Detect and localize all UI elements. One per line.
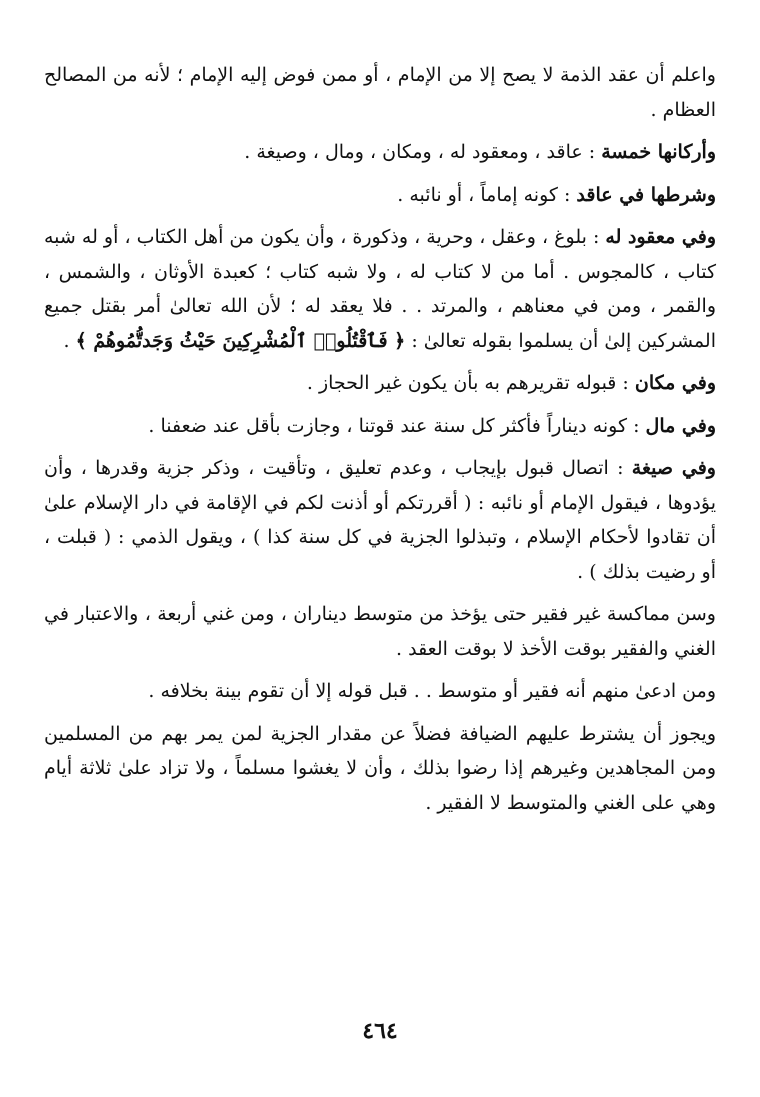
paragraph-text: واعلم أن عقد الذمة لا يصح إلا من الإمام ، أو ممن فوض إليه الإمام ؛ لأنه من المصالح العظام .	[44, 64, 716, 121]
paragraph-heading: وفي معقود له	[605, 226, 716, 248]
paragraph-heading: وفي صيغة	[631, 457, 716, 479]
paragraph-heading: وشرطها في عاقد	[576, 183, 716, 206]
paragraph-text: : قبوله تقريرهم به بأن يكون غير الحجاز .	[306, 372, 635, 394]
paragraph-tail: .	[63, 329, 76, 352]
paragraph-claim	[44, 674, 716, 709]
paragraph-text: : اتصال قبول بإيجاب ، وعدم تعليق ، وتأقيت ، وذكر جزية وقدرها ، وأن يؤدوها ، فيقول الإمام أو نائبه : ( أقررتكم أو أذنت لكم في الإقامة في دار الإسلام علىٰ أن تقادوا لأحكام الإسلام ، وتبذلوا الجزية في كل سنة كذا ) ، ويقول الذمي : ( قبلت ، أو رضيت بذلك ) .	[44, 457, 716, 583]
paragraph-heading: وفي مكان	[634, 372, 716, 394]
paragraph-hospitality	[44, 717, 716, 821]
quran-quote: ﴿ فَٱقْتُلُوا۟ ٱلْمُشْرِكِينَ حَيْثُ وَجَدتُّمُوهُمْ ﴾	[75, 329, 406, 352]
paragraph-contracted-party	[44, 220, 716, 358]
paragraph-place	[44, 366, 716, 401]
paragraph-bargaining	[44, 597, 716, 666]
paragraph-money	[44, 409, 716, 444]
paragraph-text: ويجوز أن يشترط عليهم الضيافة فضلاً عن مقدار الجزية لمن يمر بهم من المسلمين ومن المجاهدين وغيرهم إذا رضوا بذلك ، وأن لا يغشوا مسلماً ، ولا تزاد علىٰ ثلاثة أيام وهي على الغني والمتوسط لا الفقير .	[44, 722, 716, 814]
page-body	[44, 58, 716, 828]
page-number: ٤٦٤	[362, 1018, 398, 1044]
paragraph-pillars	[44, 135, 716, 170]
paragraph-contractor-condition	[44, 178, 716, 213]
paragraph-text: : بلوغ ، وعقل ، وحرية ، وذكورة ، وأن يكون من أهل الكتاب ، أو له شبه كتاب ، كالمجوس . أما من لا كتاب له ، ولا شبه كتاب ؛ كعبدة الأوثان ، والشمس ، والقمر ، ومن في معناهم ، والمرتد . . فلا يعقد له ؛ لأن الله تعالىٰ أمر بقتل جميع المشركين إلىٰ أن يسلموا بقوله تعالىٰ :	[44, 226, 716, 352]
paragraph-contract-authority	[44, 58, 716, 127]
paragraph-text: : عاقد ، ومعقود له ، ومكان ، ومال ، وصيغة .	[244, 141, 602, 163]
paragraph-text: وسن مماكسة غير فقير حتى يؤخذ من متوسط ديناران ، ومن غني أربعة ، والاعتبار في الغني والفقير بوقت الأخذ لا بوقت العقد .	[44, 603, 716, 660]
paragraph-text: ومن ادعىٰ منهم أنه فقير أو متوسط . . قبل قوله إلا أن تقوم بينة بخلافه .	[148, 680, 716, 702]
paragraph-heading: وأركانها خمسة	[601, 141, 716, 163]
paragraph-heading: وفي مال	[645, 414, 716, 437]
paragraph-text: : كونه ديناراً فأكثر كل سنة عند قوتنا ، وجازت بأقل عند ضعفنا .	[148, 414, 646, 437]
paragraph-formula	[44, 451, 716, 589]
paragraph-text: : كونه إماماً ، أو نائبه .	[397, 183, 577, 206]
